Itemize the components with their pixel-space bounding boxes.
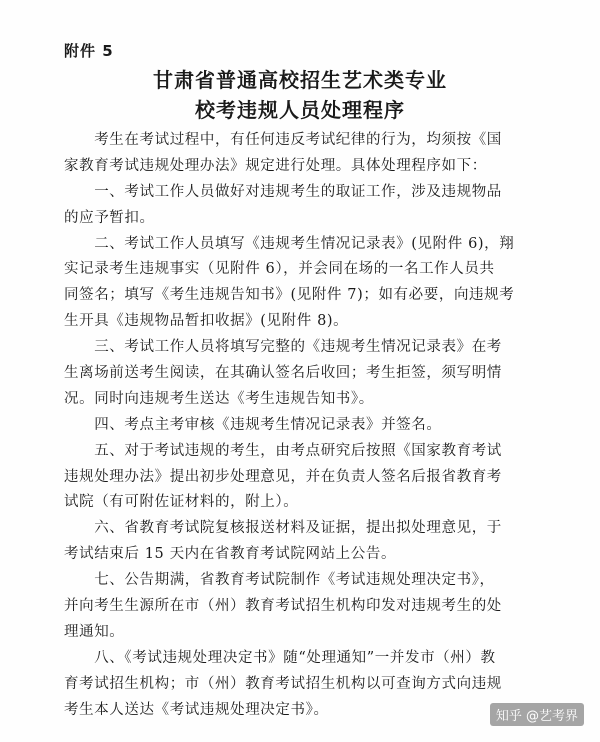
body-line: 二、考试工作人员填写《违规考生情况记录表》(见附件 6)，翔	[64, 235, 515, 252]
document-body	[64, 128, 544, 723]
body-line: 违规处理办法》提出初步处理意见，并在负责人签名后报省教育考	[64, 468, 502, 485]
body-line: 生离场前送考生阅读，在其确认签名后收回；考生拒签，须写明情	[64, 365, 502, 382]
body-line: 试院（有可附佐证材料的，附上）。	[64, 494, 299, 511]
body-line: 同签名；填写《考生违规告知书》(见附件 7)；如有必要，向违规考	[64, 287, 515, 304]
body-line: 的应予暂扣。	[64, 209, 155, 226]
body-line: 三、考试工作人员将填写完整的《违规考生情况记录表》在考	[64, 339, 502, 356]
body-line: 考试结束后 15 天内在省教育考试院网站上公告。	[64, 546, 397, 563]
body-line: 生开具《违规物品暂扣收据》(见附件 8)。	[64, 313, 349, 330]
document-title-line-2: 校考违规人员处理程序	[195, 98, 405, 122]
body-line: 一、考试工作人员做好对违规考生的取证工作，涉及违规物品	[64, 183, 502, 200]
body-line: 理通知。	[64, 623, 125, 640]
document-title-line-1: 甘肃省普通高校招生艺术类专业	[153, 68, 447, 92]
body-line: 家教育考试违规处理办法》规定进行处理。具体处理程序如下：	[64, 157, 487, 174]
body-line: 况。同时向违规考生送达《考生违规告知书》。	[64, 390, 374, 407]
body-line: 育考试招生机构；市（州）教育考试招生机构以可查询方式向违规	[64, 675, 502, 692]
body-line: 五、对于考试违规的考生，由考点研究后按照《国家教育考试	[64, 442, 502, 459]
attachment-label: 附件 5	[64, 42, 114, 60]
body-line: 四、考点主考审核《违规考生情况记录表》并签名。	[64, 416, 442, 433]
body-line: 考生本人送达《考试违规处理决定书》。	[64, 701, 329, 718]
body-line: 考生在考试过程中，有任何违反考试纪律的行为，均须按《国	[64, 132, 502, 148]
body-line: 七、公告期满，省教育考试院制作《考试违规处理决定书》，	[64, 572, 495, 589]
body-line: 并向考生生源所在市（州）教育考试招生机构印发对违规考生的处	[64, 598, 502, 615]
zhihu-watermark: 知乎 @艺考界	[490, 703, 584, 726]
body-line: 实记录考生违规事实（见附件 6），并会同在场的一名工作人员共	[64, 261, 495, 278]
body-line: 六、省教育考试院复核报送材料及证据，提出拟处理意见，于	[64, 520, 502, 537]
body-line: 八、《考试违规处理决定书》随“处理通知”一并发市（州）教	[64, 649, 496, 666]
